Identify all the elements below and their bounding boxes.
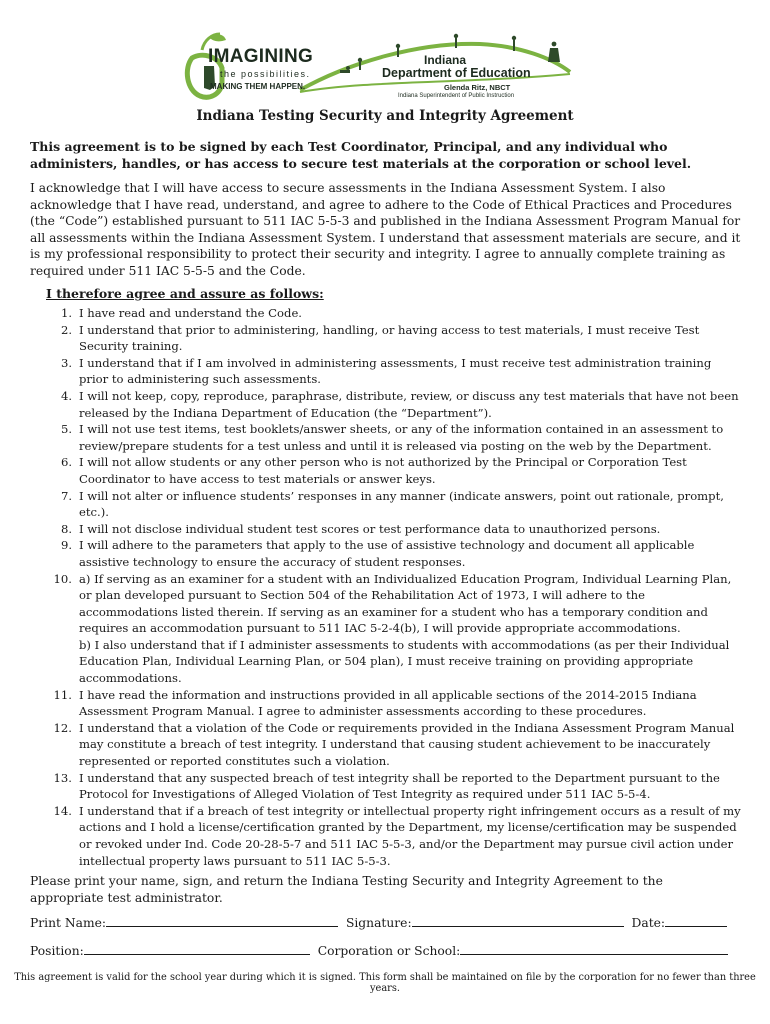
- list-item: [28, 454, 744, 487]
- signature-label: Signature:: [345, 916, 412, 930]
- list-item: [28, 720, 744, 770]
- item-text: I will not disclose individual student test scores or test performance data to unauthorized persons.: [79, 521, 661, 536]
- item-text: a) If serving as an examiner for a student with an Individualized Education Program, Individual Learning Plan, or plan developed pursuant to Section 504 of the Rehabilitation Act of 1973, I will adhere to the accommodations listed therein. If serving as an examiner for a student who has a temporary condition and requires an accommodation pursuant to 511 IAC 5-2-4(b), I will provide appropriate accommodations.: [79, 571, 732, 636]
- signature-row-2: [30, 942, 728, 959]
- item-number: 8.: [60, 521, 72, 536]
- intro-paragraph: I acknowledge that I will have access to secure assessments in the Indiana Assessment System. I also acknowledge that I have read, understand, and agree to adhere to the Code of Ethical Practices and Procedures (the “Code”) established pursuant to 511 IAC 5-5-3 and published in the Indiana Assessment Program Manual for all assessments within the Indiana Assessment System. I understand that assessment materials are secure, and it is my professional responsibility to protect their security and integrity. I agree to annually complete training as required under 511 IAC 5-5-5 and the Code.: [30, 181, 741, 278]
- logo-wordmark: IMAGINING: [208, 46, 314, 67]
- list-item: [28, 537, 744, 570]
- closing-instructions: Please print your name, sign, and return the Indiana Testing Security and Integrity Agreement to the appropriate test administrator.: [30, 874, 663, 905]
- list-item: [28, 305, 744, 322]
- item-number: 7.: [60, 488, 72, 503]
- item-text: I understand that if a breach of test integrity or intellectual property right infringement occurs as a result of my actions and I hold a license/certification granted by the Department, my license/certification may be suspended or revoked under Ind. Code 20-28-5-7 and 511 IAC 5-5-3, and/or the Department may pursue civil action under intellectual property laws pursuant to 511 IAC 5-5-3.: [79, 803, 741, 868]
- item-number: 13.: [53, 770, 72, 785]
- item-number: 4.: [60, 388, 72, 403]
- item-text: I understand that any suspected breach of test integrity shall be reported to the Department pursuant to the Protocol for Investigations of Alleged Violation of Test Integrity as required under 511 IAC 5-5-4.: [79, 770, 720, 802]
- item-number: 3.: [60, 355, 72, 370]
- date-label: Date:: [631, 916, 666, 930]
- corporation-label: Corporation or School:: [317, 944, 461, 958]
- list-item: [28, 488, 744, 521]
- item-text: I understand that if I am involved in administering assessments, I must receive test administration training prior to administering such assessments.: [79, 355, 712, 387]
- dept-name: Department of Education: [382, 66, 531, 80]
- superintendent-title: Indiana Superintendent of Public Instruction: [398, 93, 515, 99]
- list-item: [28, 770, 744, 803]
- print-name-field[interactable]: [106, 914, 338, 927]
- item-text: I will adhere to the parameters that apply to the use of assistive technology and document all applicable assistive technology to ensure the accuracy of student responses.: [79, 538, 695, 569]
- item-number: 1.: [60, 306, 72, 320]
- assure-heading: I therefore agree and assure as follows:: [46, 286, 324, 301]
- logo-subline: MAKING THEM HAPPEN.: [210, 82, 306, 91]
- item-number: 6.: [60, 455, 72, 470]
- logo-tagline: the possibilities.: [220, 69, 311, 79]
- item-subtext: b) I also understand that if I administer assessments to students with accommodations (as per their Individual Education Plan, Individual Learning Plan, or 504 plan), I must receive training on providing appropriate accommodations.: [79, 637, 730, 686]
- superintendent-name: Glenda Ritz, NBCT: [444, 83, 511, 92]
- list-item: [28, 803, 744, 869]
- item-number: 14.: [53, 803, 72, 818]
- list-item: [28, 388, 744, 421]
- intro-bold-statement: This agreement is to be signed by each Test Coordinator, Principal, and any individual who administers, handles, or has access to secure test materials at the corporation or school level.: [30, 139, 692, 171]
- list-item: [28, 355, 744, 388]
- signature-row-1: [30, 914, 727, 931]
- item-number: 12.: [53, 720, 72, 735]
- item-number: 11.: [53, 687, 72, 702]
- print-name-label: Print Name:: [30, 916, 107, 930]
- agreement-list: [28, 305, 744, 869]
- footer-note: This agreement is valid for the school year during which it is signed. This form shall be maintained on file by the corporation for no fewer than three years.: [14, 972, 756, 994]
- list-item: [28, 421, 744, 454]
- corporation-field[interactable]: [460, 942, 728, 955]
- item-number: 5.: [60, 422, 72, 437]
- item-text: I have read the information and instructions provided in all applicable sections of the 2014-2015 Indiana Assessment Program Manual. I agree to administer assessments according to these procedures.: [79, 687, 697, 719]
- page-title: Indiana Testing Security and Integrity Agreement: [196, 108, 574, 124]
- position-field[interactable]: [84, 942, 310, 955]
- position-label: Position:: [30, 944, 84, 958]
- item-text: I will not use test items, test booklets/answer sheets, or any of the information contained in an assessment to review/prepare students for a test unless and until it is released via posting on the web by the Department.: [79, 422, 724, 453]
- list-item: [28, 322, 744, 355]
- item-number: 2.: [60, 322, 72, 337]
- idoe-header-logo: [180, 28, 580, 106]
- signature-field[interactable]: [412, 914, 624, 927]
- date-field[interactable]: [665, 914, 727, 927]
- item-text: I understand that prior to administering, handling, or having access to test materials, I must receive Test Security training.: [79, 322, 700, 354]
- list-item: [28, 571, 744, 687]
- item-text: I understand that a violation of the Code or requirements provided in the Indiana Assessment Program Manual may constitute a breach of test integrity. I understand that causing student achievement to be inaccurately represented or reported constitutes such a violation.: [79, 720, 735, 769]
- item-number: 10.: [53, 571, 72, 586]
- list-item: [28, 521, 744, 538]
- item-number: 9.: [60, 538, 72, 553]
- item-text: I have read and understand the Code.: [79, 306, 302, 320]
- item-text: I will not keep, copy, reproduce, paraphrase, distribute, review, or discuss any test materials that have not been released by the Indiana Department of Education (the “Department”).: [79, 388, 739, 420]
- dept-state: Indiana: [424, 53, 467, 67]
- list-item: [28, 687, 744, 720]
- item-text: I will not allow students or any other person who is not authorized by the Principal or Corporation Test Coordinator to have access to test materials or answer keys.: [79, 455, 687, 486]
- item-text: I will not alter or influence students’ responses in any manner (indicate answers, point out rationale, prompt, etc.).: [79, 488, 724, 520]
